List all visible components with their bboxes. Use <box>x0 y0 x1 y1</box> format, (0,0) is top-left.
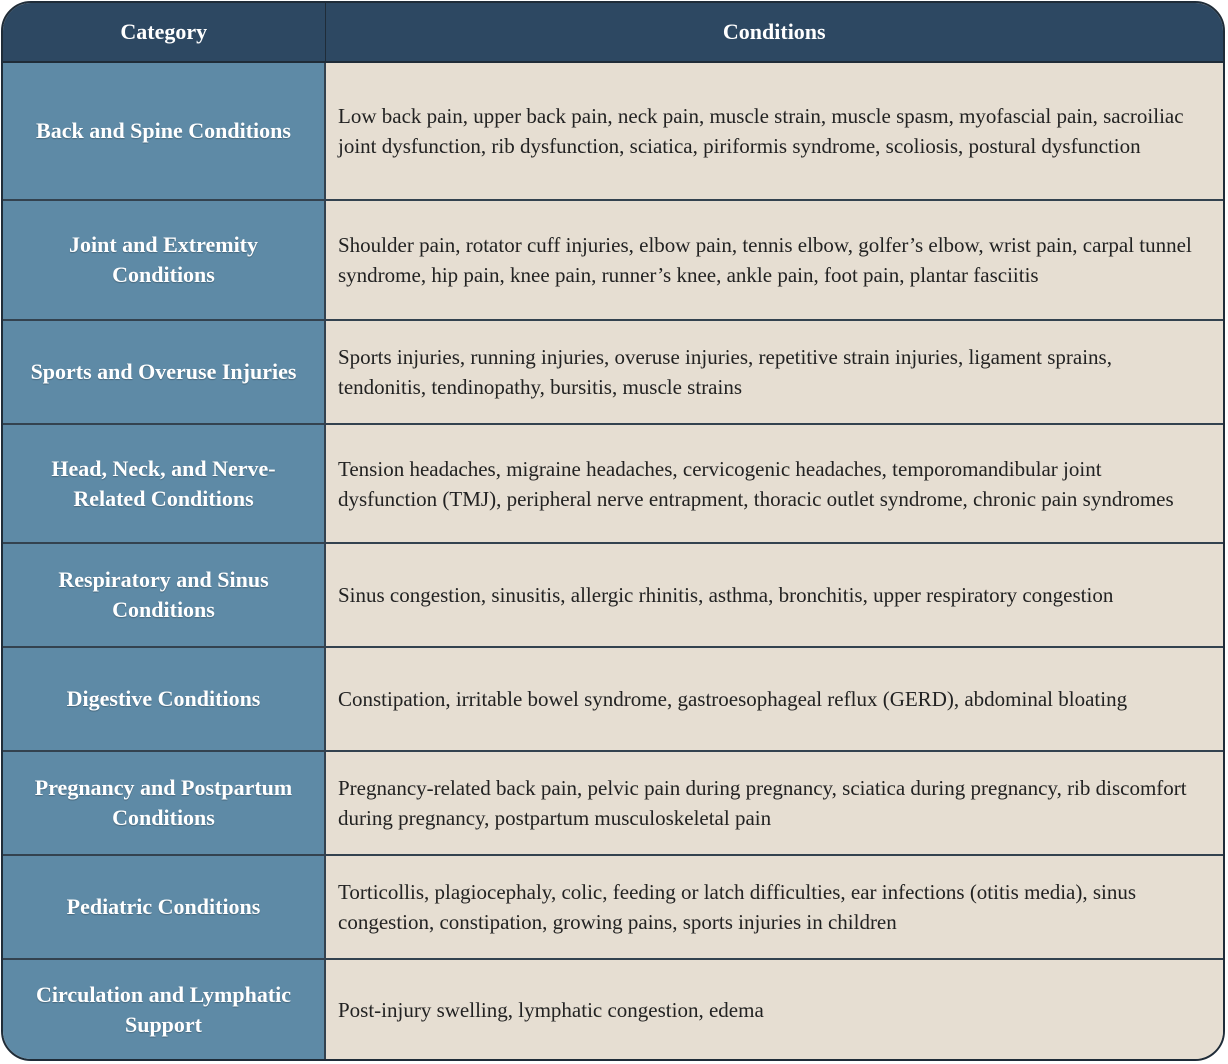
table-body <box>3 62 1223 1059</box>
table-row <box>3 200 1223 320</box>
table-row <box>3 62 1223 200</box>
conditions-cell: Pregnancy-related back pain, pelvic pain during pregnancy, sciatica during pregnancy, rib discomfort during pregnancy, postpartum musculoskeletal pain <box>325 751 1223 855</box>
header-category: Category <box>3 3 325 62</box>
category-cell: Circulation and Lymphatic Support <box>3 959 325 1059</box>
conditions-cell: Sports injuries, running injuries, overuse injuries, repetitive strain injuries, ligament sprains, tendonitis, tendinopathy, bursitis, muscle strains <box>325 320 1223 424</box>
table-row <box>3 959 1223 1059</box>
category-cell: Digestive Conditions <box>3 647 325 751</box>
header-row <box>3 3 1223 62</box>
category-cell: Head, Neck, and Nerve-Related Conditions <box>3 424 325 543</box>
conditions-cell: Shoulder pain, rotator cuff injuries, elbow pain, tennis elbow, golfer’s elbow, wrist pain, carpal tunnel syndrome, hip pain, knee pain, runner’s knee, ankle pain, foot pain, plantar fasciitis <box>325 200 1223 320</box>
category-cell: Pregnancy and Postpartum Conditions <box>3 751 325 855</box>
table-row <box>3 751 1223 855</box>
category-cell: Back and Spine Conditions <box>3 62 325 200</box>
conditions-cell: Sinus congestion, sinusitis, allergic rhinitis, asthma, bronchitis, upper respiratory congestion <box>325 543 1223 647</box>
table-row <box>3 855 1223 959</box>
conditions-cell: Tension headaches, migraine headaches, cervicogenic headaches, temporomandibular joint dysfunction (TMJ), peripheral nerve entrapment, thoracic outlet syndrome, chronic pain syndromes <box>325 424 1223 543</box>
table-row <box>3 647 1223 751</box>
conditions-cell: Low back pain, upper back pain, neck pain, muscle strain, muscle spasm, myofascial pain, sacroiliac joint dysfunction, rib dysfunction, sciatica, piriformis syndrome, scoliosis, postural dysfunction <box>325 62 1223 200</box>
category-cell: Pediatric Conditions <box>3 855 325 959</box>
table-row <box>3 543 1223 647</box>
header-conditions: Conditions <box>325 3 1223 62</box>
conditions-cell: Torticollis, plagiocephaly, colic, feeding or latch difficulties, ear infections (otitis media), sinus congestion, constipation, growing pains, sports injuries in children <box>325 855 1223 959</box>
category-cell: Sports and Overuse Injuries <box>3 320 325 424</box>
category-cell: Respiratory and Sinus Conditions <box>3 543 325 647</box>
table-row <box>3 320 1223 424</box>
table-header <box>3 3 1223 62</box>
conditions-table <box>3 3 1223 1059</box>
table-row <box>3 424 1223 543</box>
conditions-cell: Constipation, irritable bowel syndrome, gastroesophageal reflux (GERD), abdominal bloating <box>325 647 1223 751</box>
conditions-table-container <box>1 1 1225 1061</box>
conditions-cell: Post-injury swelling, lymphatic congestion, edema <box>325 959 1223 1059</box>
category-cell: Joint and Extremity Conditions <box>3 200 325 320</box>
